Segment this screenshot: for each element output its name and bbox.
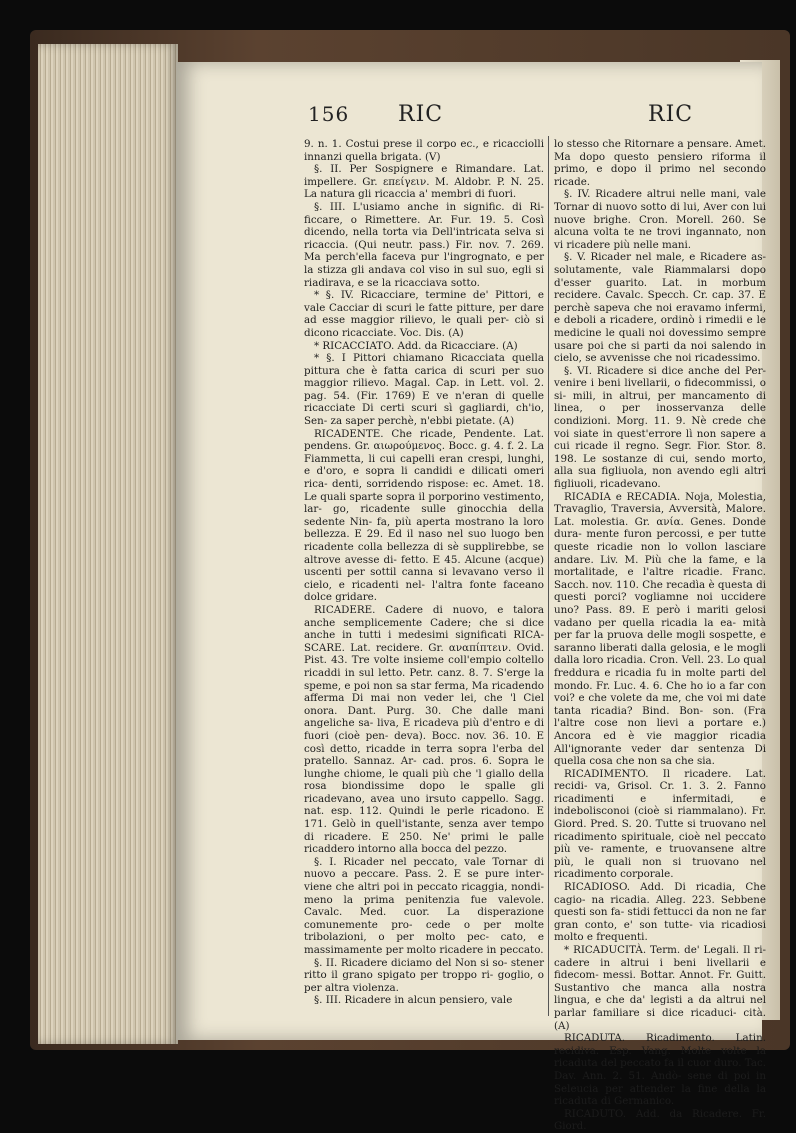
entry-paragraph: * RICACCIATO. Add. da Ricacciare. (A): [314, 339, 518, 352]
entry-paragraph: RICADENTE. Che ricade, Pendente. Lat. pendens. Gr. αιωρούμενος. Bocc. g. 4. f. 2. La Fiammetta, li cui capelli eran crespi, lunghi, e d'oro, e sopra li candidi e dilicati omeri rica- denti, sorridendo rispose: ec. Amet. 18. Le quali sparte sopra il porporino vestimento, lar- go, ricadente sulle ginocchia della sedente Nin- fa, più aperta mostrano la loro bellezza. E 29. Ed il naso nel suo luogo ben ricadente colla bellezza di sè supplirebbe, se altrove avesse di- fetto. E 45. Alcune (acque) uscenti per sottil canna si levavano verso il cielo, e ricadenti nel- l'altra fonte faceano dolce gridare.: [304, 427, 544, 604]
right-column: [554, 138, 766, 1133]
entry-paragraph: 9. n. 1. Costui prese il corpo ec., e ricacciolli innanzi quella brigata. (V): [304, 138, 544, 163]
entry-paragraph: §. III. Ricadere in alcun pensiero, vale: [314, 994, 513, 1007]
entry-paragraph: §. III. L'usiamo anche in signific. di Ri- ficcare, o Rimettere. Ar. Fur. 19. 5. Così dicendo, nella torta via Dell'intricata selva si ricaccia. (Qui neutr. pass.) Fir. nov. 7. 269. Ma perch'ella faceva pur l'ingrognato, e per la stizza gli andava col viso in sul suo, egli si riadirava, e se la ricacciava sotto.: [304, 200, 544, 289]
entry-paragraph: RICADUTA. Ricadimento. Latin. recidiva. Esp. Vang. Molte volte la ricaduta del peccato fa il cuor duro. Tac. Dav. Ann. 2. 51. Andò- sene di poi in Seleucia per attender la fine della la ricaduta di Germanico.: [554, 1032, 766, 1108]
running-header-left: RIC: [398, 102, 444, 127]
column-divider: [548, 136, 549, 1016]
entry-paragraph: §. II. Per Sospignere e Rimandare. Lat. impellere. Gr. επείγειν. M. Aldobr. P. N. 25. La natura gli ricaccia a' membri di fuori.: [304, 163, 544, 201]
entry-paragraph: §. II. Ricadere diciamo del Non si so- stener ritto il grano spigato per troppo ri- goglio, o per altra violenza.: [304, 956, 544, 994]
page-edges: [38, 44, 178, 1044]
entry-paragraph: RICADIOSO. Add. Di ricadia, Che cagio- na ricadia. Alleg. 223. Sebbene questi son fa- stidi fettucci da non ne far gran conto, e' son tutte- via ricadiosi molto e frequenti.: [554, 881, 766, 944]
entry-paragraph: * §. I Pittori chiamano Ricacciata quella pittura che è fatta carica di scuri per suo maggior rilievo. Magal. Cap. in Lett. vol. 2. pag. 54. (Fir. 1769) E ve n'eran di quelle ricacciate Di certi scuri sì gagliardi, ch'io, Sen- za saper perchè, n'ebbi pietate. (A): [304, 352, 544, 428]
running-header-right: RIC: [648, 102, 694, 127]
entry-paragraph: lo stesso che Ritornare a pensare. Amet. Ma dopo questo pensiero riforma il primo, e dopo il primo nel secondo ricade.: [554, 138, 766, 188]
dictionary-page: [176, 62, 766, 1133]
entry-paragraph: §. IV. Ricadere altrui nelle mani, vale Tornar di nuovo sotto di lui, Aver con lui nuove brighe. Cron. Morell. 260. Se alcuna volta te ne trovi ingannato, non vi ricadere più nelle mani.: [554, 188, 766, 251]
entry-paragraph: RICADIMENTO. Il ricadere. Lat. recidi- va, Grisol. Cr. 1. 3. 2. Fanno ricadimenti e infermitadi, e indebolisconoi (cioè si riammalano). Fr. Giord. Pred. S. 20. Tutte si truovano nel ricadimento spirituale, cioè nel peccato più ve- ramente, e truovansene altre più, le quali non si truovano nel ricadimento corporale.: [554, 767, 766, 881]
entry-paragraph: RICADERE. Cadere di nuovo, e talora anche semplicemente Cadere; che si dice anche in tutti i medesimi significati RICA- SCARE. Lat. recidere. Gr. αναπίπτειν. Ovid. Pist. 43. Tre volte insieme coll'empio coltello ricaddi in sul letto. Petr. canz. 8. 7. S'erge la speme, e poi non sa star ferma, Ma ricadendo afferma Di mai non veder lei, che 'l Ciel onora. Dant. Purg. 30. Che dalle mani angeliche sa- liva, E ricadeva più d'entro e di fuori (cioè pen- deva). Bocc. nov. 36. 10. E così detto, ricadde in terra sopra l'erba del pratello. Sannaz. Ar- cad. pros. 6. Sopra le lunghe chiome, le quali più che 'l giallo della rosa biondissime dopo le spalle gli ricadevano, avea uno irsuto cappello. Sagg. nat. esp. 112. Quindi le perle ricadono. E 171. Gelò in quell'istante, senza aver tempo di ricadere. E 250. Ne' primi le palle ricaddero intorno alla bocca del pezzo.: [304, 603, 544, 856]
entry-paragraph: §. V. Ricader nel male, e Ricadere as- solutamente, vale Riammalarsi dopo d'esser guarito. Lat. in morbum recidere. Cavalc. Specch. Cr. cap. 37. E perchè sapeva che noi eravamo infermi, e deboli a ricadere, ordinò i rimedii e le medicine le quali noi dovessimo sempre usare poi che si parti da noi salendo in cielo, se avvenisse che noi ricadessimo.: [554, 251, 766, 365]
left-column: [304, 138, 544, 1007]
entry-paragraph: RICADUTO. Add. da Ricadere. Fr. Giord.: [554, 1107, 766, 1133]
entry-paragraph: RICADIA e RECADIA. Noja, Molestia, Travaglio, Traversia, Avversità, Malore. Lat. molestia. Gr. ανία. Genes. Donde dura- mente furon percossi, e per tutte queste ricadie non lo vollon lasciare andare. Liv. M. Più che la fame, e la mortalitade, e l'altre ricadie. Franc. Sacch. nov. 110. Che recadìa è questa di questi porci? vogliamne noi uccidere uno? Pass. 89. E però i mariti gelosi vadano per quella ricadia la ea- mità per far la pruova delle mogli sospette, e saranno liberati dalla gelosia, e le mogli dalla loro ricadia. Cron. Vell. 23. Lo qual freddura e ricadia fu in molte parti del mondo. Fr. Luc. 4. 6. Che ho io a far con voi? e che volete da me, che voi mi date tanta ricadia? Bind. Bon- son. (Fra l'altre cose non lievi a portare e.) Ancora ed è vie maggior ricadia All'ignorante veder dar sentenza Di quella cosa che non sa che sia.: [554, 490, 766, 768]
entry-paragraph: §. VI. Ricadere si dice anche del Per- venire i beni livellarii, o fidecommissi, o si- mili, in altrui, per mancamento di linea, o per inosservanza delle condizioni. Morg. 11. 9. Nè crede che voi siate in quest'errore lì non sapere a cui ricade il regno. Segr. Fior. Stor. 8. 198. Le sostanze di cui, sendo morto, alla sua figliuola, non avendo egli altri figliuoli, ricadevano.: [554, 364, 766, 491]
page-number: 156: [308, 102, 350, 126]
entry-paragraph: * RICADUCITÀ. Term. de' Legali. Il ri- cadere in altrui i beni livellarii e fidecom- messi. Bottar. Annot. Fr. Guitt. Sustantivo che manca alla nostra lingua, e che da' legisti a da altrui nel parlar familiare si dice ricaduci- cità. (A): [554, 944, 766, 1032]
entry-paragraph: §. I. Ricader nel peccato, vale Tornar di nuovo a peccare. Pass. 2. E se pure inter- viene che altri poi in peccato ricaggia, nondi- meno la prima penitenzia fue valevole. Cavalc. Med. cuor. La disperazione comunemente pro- cede o per molte tribolazioni, o per molto pec- cato, e massimamente per molto ricadere in peccato.: [304, 855, 544, 956]
entry-paragraph: * §. IV. Ricacciare, termine de' Pittori, e vale Cacciar di scuri le fatte pitture, per dare ad esse maggior rilievo, le quali per- ciò si dicono ricacciate. Voc. Dis. (A): [304, 289, 544, 339]
